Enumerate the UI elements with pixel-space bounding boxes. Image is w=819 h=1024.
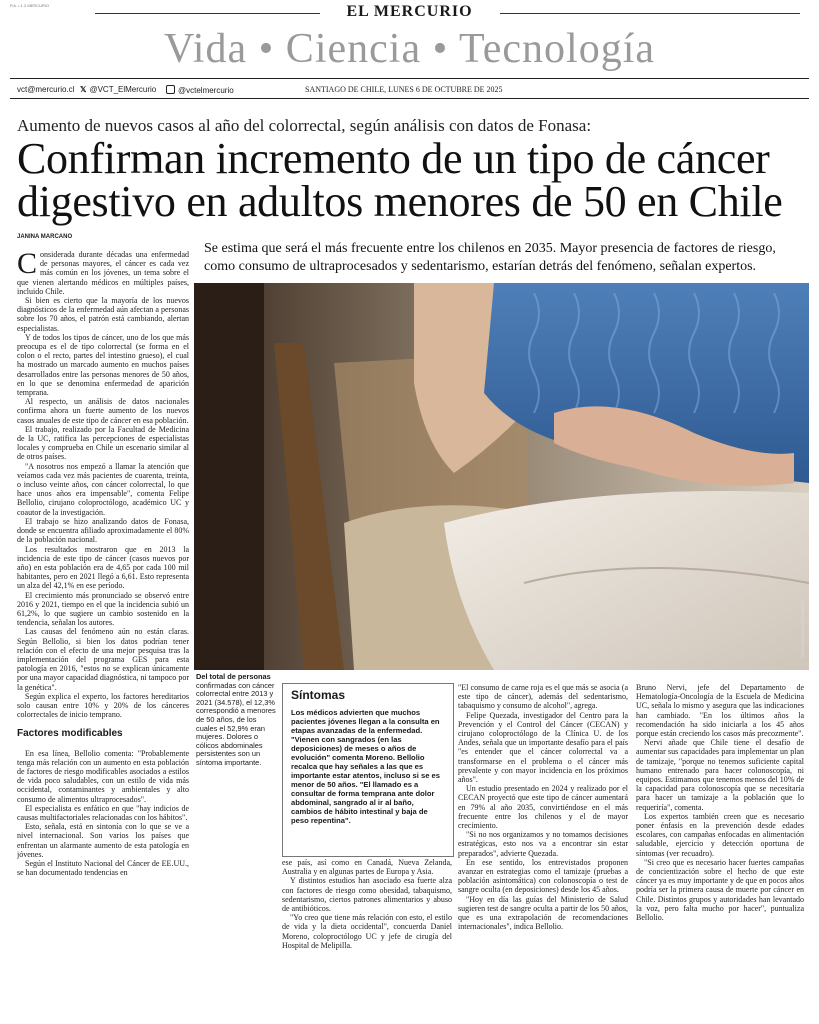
instagram-handle-text: @vctelmercurio [178, 86, 234, 95]
paragraph: Nervi añade que Chile tiene el desafío de aumentar sus capacidades para implementar un plan de tamizaje, "porque no tenemos suficiente capital humano entrenado para hacer colonoscopía, ni equipos. Estimamos que tenemos menos del 10% de la capacidad para colonoscopía que se necesitaría para hacer un tamizaje a la población que lo requeriría", comenta. [636, 738, 804, 812]
paragraph: Y de todos los tipos de cáncer, uno de los que más preocupa es el de tipo colorrectal (se forma en el colon o el recto, partes del intestino grueso), el cual ha mostrado un marcado aumento en muchos países desarrollados entre las personas menores de 50 años, en lo que se denomina enfermedad de aparición temprana. [17, 332, 189, 398]
kicker: Aumento de nuevos casos al año del colorrectal, según análisis con datos de Fonasa: [17, 116, 592, 135]
article-column-1 [17, 250, 189, 966]
contact-email[interactable]: vct@mercurio.cl [17, 85, 75, 94]
paragraph: Según explica el experto, los factores hereditarios solo causan entre 10% y 20% de los cánceres colorrectales de inicio temprano. [17, 691, 189, 720]
symptoms-box [282, 683, 454, 857]
paragraph: Al respecto, un análisis de datos nacionales confirma ahora un fuerte aumento de los nuevos casos anuales de este tipo de cáncer en esa población. [17, 397, 189, 425]
subhead: Factores modificables [17, 728, 123, 740]
paragraph: El trabajo se hizo analizando datos de Fonasa, donde se encuentra afiliado aproximadamente el 80% de la población nacional. [17, 516, 189, 545]
caption-text: confirmadas con cáncer colorrectal entre 2013 y 2021 (34.578), el 12,3% correspondió a menores de 50 años, de los cuales el 52,9% eran mujeres. Dolores o cólicos abdominales persistentes son un síntoma importante. [196, 680, 276, 767]
header-rule-top [10, 78, 809, 79]
headline-line-2: digestivo en adultos menores de 50 en Chile [17, 177, 783, 226]
paragraph: Un estudio presentado en 2024 y realizado por el CECAN proyectó que este tipo de cáncer aumentará en 79% al año 2035, convirtiéndose en el más frecuente entre los chilenos y el de mayor crecimiento. [458, 784, 628, 831]
instagram-icon [166, 85, 175, 94]
paragraph: Felipe Quezada, investigador del Centro para la Prevención y el Control del Cáncer (CECAN) y cirujano coloproctólogo de la Clínica U. de los Andes, señala que un importante desafío para el país "es entender que el cáncer colorrectal va a transformarse en el problema o el cáncer más prevalente y con mayor incidencia en los próximos años". [458, 710, 628, 785]
paragraph: Según el Instituto Nacional del Cáncer de EE.UU., se han documentado tendencias en [17, 859, 189, 878]
article-column-3 [458, 683, 628, 968]
paragraph: El trabajo, realizado por la Facultad de Medicina de la UC, ratifica las percepciones de especialistas locales y comprueba en Chile un escenario similar al de otros países. [17, 424, 189, 462]
dropcap: C [17, 250, 38, 280]
page-folio: P.A. • 1.2 MERCURIO [10, 3, 50, 8]
paragraph: onsiderada durante décadas una enfermedad de personas mayores, el cáncer es cada vez más común en los jóvenes, un tema sobre el que vienen alertando médicos en múltiples países, incluido Chile. [17, 250, 189, 296]
dateline: SANTIAGO DE CHILE, LUNES 6 DE OCTUBRE DE 2025 [305, 85, 503, 94]
symptoms-title: Síntomas [291, 688, 346, 702]
paragraph: El especialista es enfático en que "hay indicios de causas multifactoriales relacionadas con los hábitos". [17, 803, 189, 822]
twitter-handle[interactable] [80, 85, 156, 94]
photo-credit: PEXELS/CREATIVECOMMONS [800, 600, 805, 658]
paragraph: Esto, señala, está en sintonía con lo que se ve a nivel internacional. Son varios los países que enfrentan un alarmante aumento de esta patología en jóvenes. [17, 822, 189, 859]
x-logo-icon: 𝕏 [80, 85, 87, 94]
headline-line-1: Confirman incremento de un tipo de cáncer [17, 134, 770, 183]
paragraph: "Si creo que es necesario hacer fuertes campañas de concientización sobre el hecho de que este cáncer ya es muy importante y de que en pocos años podría ser la primera causa de muerte por cáncer en Chile. Distintos grupos y autoridades han levantado la voz, pero falta mucho por hacer", puntualiza Bellolio. [636, 857, 804, 923]
paragraph: "Hoy en día las guías del Ministerio de Salud sugieren test de sangre oculta a partir de los 50 años, que es una extrapolación de recomendaciones internacionales", indica Bellolio. [458, 894, 628, 932]
instagram-handle[interactable] [166, 85, 234, 95]
paragraph: Los resultados mostraron que en 2013 la incidencia de este tipo de cáncer (casos nuevos por año) en esta población era de 4,65 por cada 100 mil habitantes, pero en 2021 llegó a 6,61. Esto representa un alza del 42,1% en ese período. [17, 544, 189, 591]
paragraph: "Si no nos organizamos y no tomamos decisiones estratégicas, esto nos va a encontrar sin estar preparados", advierte Quezada. [458, 830, 628, 858]
article-column-2 [282, 858, 452, 963]
caption-title: Del total de personas [196, 672, 271, 681]
masthead-rule-right [500, 13, 800, 14]
paragraph: En ese sentido, los entrevistados proponen avanzar en estrategias como el tamizaje (pruebas a población asintomática) con colonoscopía o test de sangre oculta (en deposiciones) desde los 45 años. [458, 857, 628, 895]
paragraph: Las causas del fenómeno aún no están claras. Según Bellolio, si bien los datos podrían tener relación con el efecto de una mejor pesquisa tras la implementación del programa GES para esta patología en 2016, "estos no se explican únicamente por una mayor capacidad diagnóstica, ni tampoco por la genética". [17, 627, 189, 692]
headline [17, 134, 807, 226]
twitter-handle-text: @VCT_ElMercurio [89, 85, 157, 94]
paragraph: "Yo creo que tiene más relación con esto, el estilo de vida y la dieta occidental", concuerda Daniel Moreno, coloproctólogo UC y jefe de cirugía del Hospital de Melipilla. [282, 913, 452, 950]
symptoms-text: Los médicos advierten que muchos pacientes jóvenes llegan a la consulta en etapas avanzadas de la enfermedad. "Vienen con sangrados (en las deposiciones) de meses o años de evolución" comenta Moreno. Bellolio recalca que hay señales a las que es importante estar atentos, incluso si se es menor de 50 años. "El llamado es a consultar de forma temprana ante dolor abdominal, sangrado al ir al baño, cambios de hábito intestinal y baja de peso repentina". [291, 708, 440, 825]
paragraph: ese país, así como en Canadá, Nueva Zelanda, Australia y en algunas partes de Europa y Asia. [282, 858, 452, 877]
paragraph: "El consumo de carne roja es el que más se asocia (a este tipo de cáncer), además del sedentarismo, tabaquismo y consumo de alcohol", agrega. [458, 683, 628, 711]
paragraph: Y distintos estudios han asociado esa fuerte alza con factores de riesgo como obesidad, tabaquismo, sedentarismo, ciertos patrones alimentarios y abuso de antibióticos. [282, 876, 452, 914]
article-column-4 [636, 683, 804, 968]
byline: JANINA MARCANO [17, 234, 73, 240]
paragraph: El crecimiento más pronunciado se observó entre 2016 y 2021, tiempo en el que la incidencia subió un 61,2%, lo que sugiere un cambio sostenido en la tendencia, señalan los autores. [17, 590, 189, 628]
deck: Se estima que será el más frecuente entre los chilenos en 2035. Mayor presencia de factores de riesgo, como consumo de ultraprocesados y sedentarismo, estarían detrás del fenómeno, señalan expertos. [204, 241, 776, 274]
paragraph: Los expertos también creen que es necesario poner énfasis en la prevención desde edades escolares, con campañas enfocadas en alimentación saludable, ejercicio y detección oportuna de síntomas (ver recuadro). [636, 811, 804, 858]
paragraph: "A nosotros nos empezó a llamar la atención que veíamos cada vez más pacientes de cuarenta, treinta, o incluso veinte años, con cáncer colorrectal, lo que hace unos años era impensable", comenta Felipe Bellolio, cirujano coloproctólogo, académico UC y coautor de la investigación. [17, 461, 189, 517]
section-title: Vida • Ciencia • Tecnología [163, 26, 656, 72]
photo-caption [196, 673, 276, 768]
masthead: EL MERCURIO [346, 3, 473, 20]
header-rule-bottom [10, 98, 809, 99]
paragraph: En esa línea, Bellolio comenta: "Probablemente tenga más relación con un aumento en esta población de factores de riesgo modificables asociados a estilos de vida poco saludables, con un estilo de vida más occidental, contaminantes y ambientales y alto consumo de alimentos ultraprocesados". [17, 748, 189, 804]
article-photo [194, 283, 809, 670]
photo-illustration [194, 283, 809, 670]
paragraph: Si bien es cierto que la mayoría de los nuevos diagnósticos de la enfermedad aún afectan a personas sobre los 70 años, el patrón está cambiando, alertan especialistas. [17, 296, 189, 333]
paragraph: Bruno Nervi, jefe del Departamento de Hematología-Oncología de la Escuela de Medicina UC, señala lo mismo y asegura que las indicaciones han cambiado. "En los últimos años la recomendación ha sido iniciarla a los 45 años porque están creciendo los casos más precozmente". [636, 683, 804, 739]
